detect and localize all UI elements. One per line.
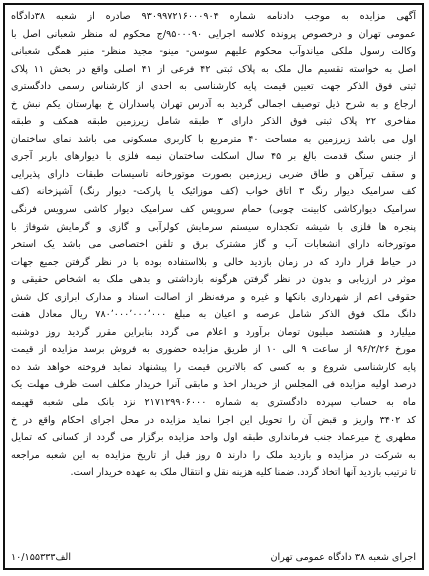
notice-line: میلیارد و هشتصد میلیون تومان برآورد و اعلام می گردد بنابراین مقرر گردید روز دوشنبه bbox=[11, 326, 416, 338]
notice-line: ثبتی فوق الذکر جهت تعیین قیمت پایه کارشناسی به احدی از کارشناس رسمی دادگستری bbox=[11, 81, 416, 93]
notice-line: وکالت رسول ملکی میاندوآب محکوم علیهم سوسن- مینو- مجید منظر- منیر همگی شعبانی bbox=[11, 46, 416, 58]
notice-line: تا ترتیب بازدید آنها اتخاذ گردد. ضمنا کلیه هزینه نقل و انتقال ملک به عهده خریدار است. bbox=[70, 467, 416, 479]
notice-line: درصد اولیه مزایده فی المجلس از خریدار اخذ و مابقی آنرا خریدار مکلف است ظرف مهلت یک bbox=[11, 379, 416, 391]
notice-code: الف۱۰/۱۵۵۳۳۳ bbox=[11, 552, 71, 563]
notice-line: مطهری خ میرعماد جنب فرمانداری طبقه اول واحد مزایده برگزار می گردد از کسانی که تمایل bbox=[11, 432, 416, 444]
auction-notice bbox=[3, 3, 424, 570]
notice-line: موتورخانه دارای انشعابات آب و گاز مشترک برق و تلفن اختصاصی می باشد یک استخر bbox=[11, 239, 416, 251]
notice-line: حقوقی اعم از شهرداری بانکها و غیره و مرفه‌نظر از اصالت اسناد و مدارک ابرازی کل شش bbox=[11, 291, 416, 303]
notice-line: کد ۳۴۰۲ واریز و قبض آن را تحویل این اجرا نماید مزایده در محل اجرای احکام واقع در خ bbox=[11, 414, 416, 426]
notice-line: اصل به خواسته تقسیم مال ملک به پلاک ثبتی ۴۲ فرعی از ۴۱ اصلی واقع در بخش ۱۱ پلاک bbox=[11, 63, 416, 75]
notice-line: در حیاط قرار دارد که در زمان بازدید خالی و بلااستفاده بوده با در نظر گرفتن جمیع جهات bbox=[11, 256, 416, 268]
notice-line: آگهی مزایده به موجب دادنامه شماره ۹۳۰۹۹۷۲۱۶۰۰۰۹۰۴ صادره از شعبه ۳۸دادگاه bbox=[11, 11, 416, 22]
notice-line: و سقف تیرآهن و طاق ضربی زیرزمین بصورت موتورخانه تاسیسات طبقات دارای پذیرایی bbox=[11, 168, 416, 180]
issuer-signature: اجرای شعبه ۳۸ دادگاه عمومی تهران bbox=[270, 552, 416, 563]
notice-line: موثر در ارزیابی و بدون در نظر گرفتن هرگونه بازداشتی و بدهی ملک به اشخاص حقیقی و bbox=[11, 274, 416, 286]
notice-line: سرامیک دیوارکاشی کابینت چوبی) حمام سرویس کف سرامیک دیوار کاشی سرویس فرنگی bbox=[11, 204, 416, 216]
notice-line: ارجاع و به شرح ذیل توصیف اجمالی گردید به آدرس تهران پاسداران خ بهارستان یکم نبش خ bbox=[11, 98, 416, 110]
notice-line: عمومی تهران و درخصوص پرونده کلاسه اجرایی ۹۵۰۰۰۹۰/ج محکوم له منظر شعبانی اصل با bbox=[11, 28, 416, 40]
notice-line: از جنس سنگ قدمت بالغ بر ۴۵ سال اسکلت ساختمان نیمه فلزی با دیوارهای باربر آجری bbox=[11, 151, 416, 163]
notice-line: کف سرامیک دیوار رنگ ۳ اتاق خواب (کف موزائیک یا پارکت- دیوار رنگ) آشپزخانه (کف bbox=[11, 186, 416, 198]
notice-footer bbox=[11, 550, 416, 566]
notice-line: به شرکت در مزایده و بازدید ملک را دارند ۵ روز قبل از تاریخ مزایده به این شعبه مراجعه bbox=[11, 449, 416, 461]
notice-line: اول می باشد زیرزمین به مساحت ۴۰ مترمربع با کاربری مسکونی می باشد نمای ساختمان bbox=[11, 133, 416, 145]
notice-line: مفاخری ۲۲ پلاک ثبتی فوق الذکر دارای ۳ طبقه شامل زیرزمین طبقه همکف و طبقه bbox=[11, 116, 416, 128]
notice-line: دانگ ملک فوق الذکر شامل عرصه و اعیان به مبلغ ۷۸۰٬۰۰۰٬۰۰۰٬۰۰۰ ریال معادل هفت bbox=[11, 309, 416, 321]
notice-line: پایه کارشناسی شروع و به کسی که بالاترین قیمت را پیشنهاد نماید فروخته خواهد شد ده bbox=[11, 361, 416, 373]
notice-line: مورخ ۹۶/۲/۲۶ از ساعت ۹ الی ۱۰ از طریق مزایده حضوری به فروش برسد مزایده از قیمت bbox=[11, 344, 416, 356]
notice-line: ماه به حساب سپرده دادگستری به شماره ۲۱۷۱۲۹۹۰۶۰۰۰ نزد بانک ملی شعبه قهیمه bbox=[11, 397, 416, 409]
notice-line: پنجره ها فلزی با شیشه تکجداره سیستم سرمایش کولرآبی و گازی و گرمایش شوفاژ با bbox=[11, 221, 416, 233]
notice-body bbox=[5, 5, 422, 482]
